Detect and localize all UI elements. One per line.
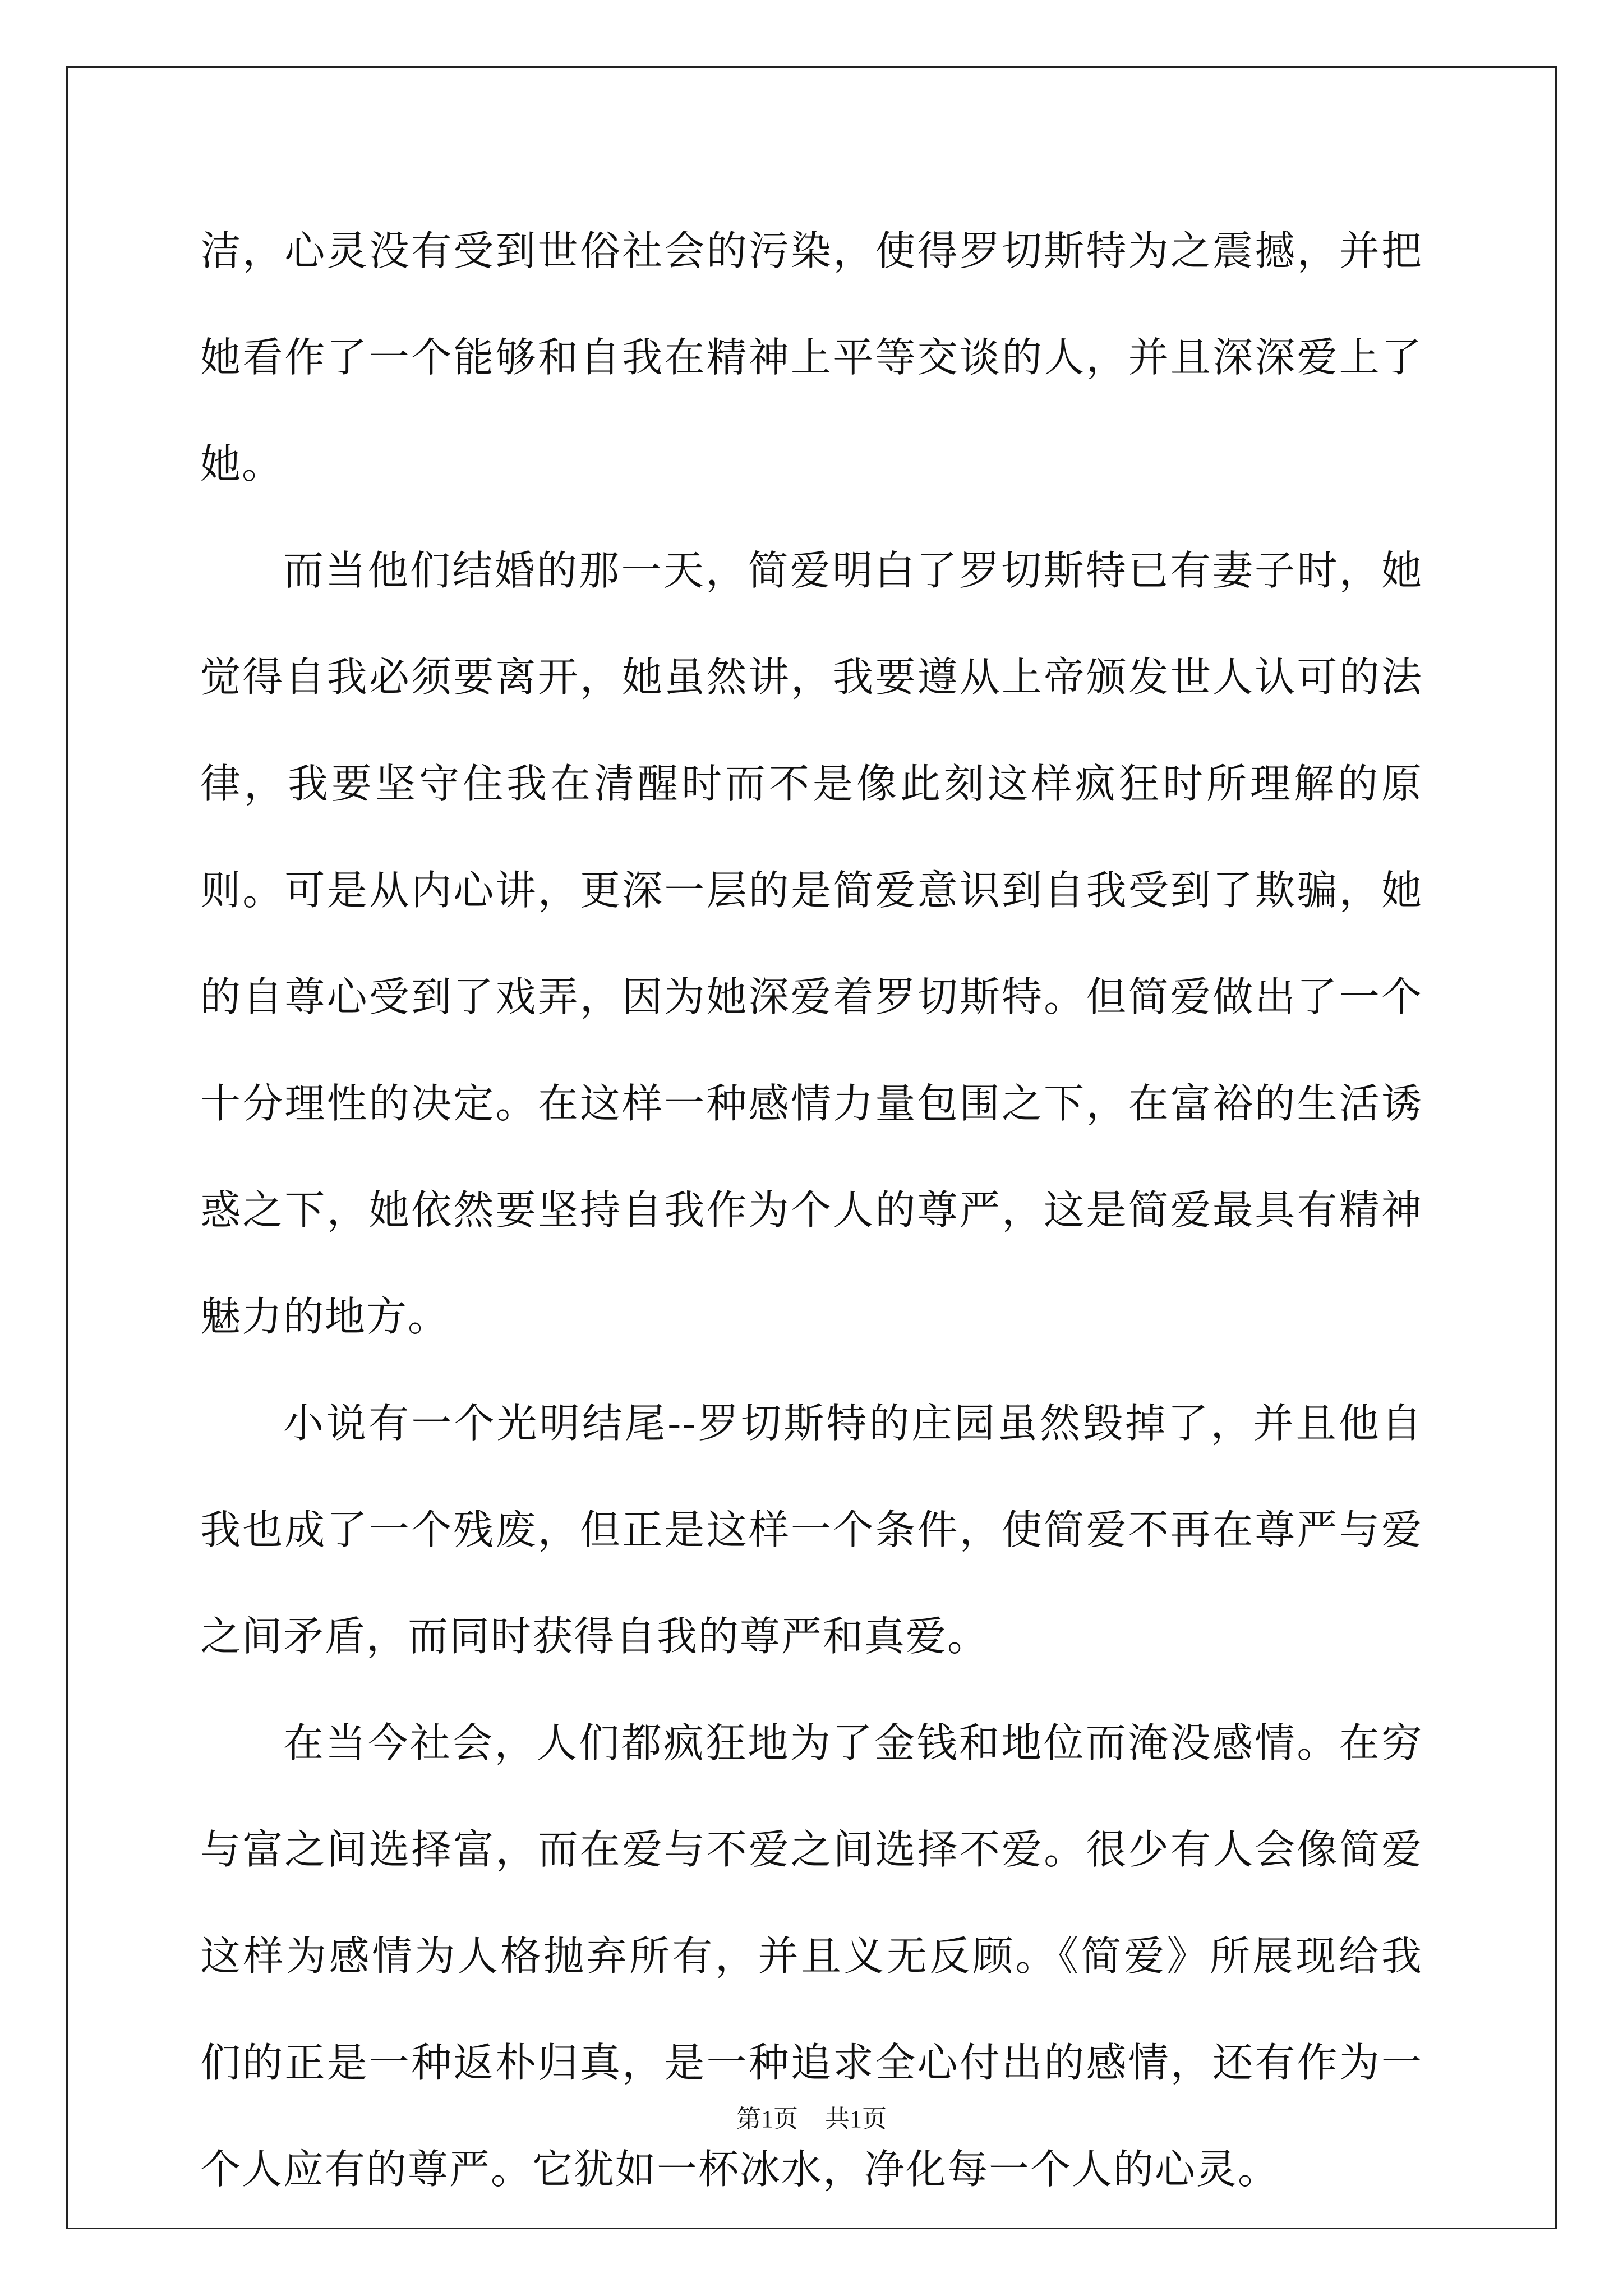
page-total: 共1页 [825, 2105, 887, 2133]
paragraph: 小说有一个光明结尾--罗切斯特的庄园虽然毁掉了，并且他自我也成了一个残废，但正是这样一个条件，使简爱不再在尊严与爱之间矛盾，而同时获得自我的尊严和真爱。 [200, 1400, 1423, 1660]
paragraph: 在当今社会，人们都疯狂地为了金钱和地位而淹没感情。在穷与富之间选择富，而在爱与不爱之间选择不爱。很少有人会像简爱这样为感情为人格抛弃所有，并且义无反顾。《简爱》所展现给我们的正是一种返朴归真，是一种追求全心付出的感情，还有作为一个人应有的尊严。它犹如一杯冰水，净化每一个人的心灵。 [200, 1719, 1423, 2193]
page-number: 第1页 [736, 2105, 798, 2133]
page-footer [0, 2102, 1623, 2136]
document-body [200, 197, 1423, 2223]
paragraph-continued: 洁，心灵没有受到世俗社会的污染，使得罗切斯特为之震撼，并把她看作了一个能够和自我在精神上平等交谈的人，并且深深爱上了她。 [200, 227, 1423, 487]
paragraph: 而当他们结婚的那一天，简爱明白了罗切斯特已有妻子时，她觉得自我必须要离开，她虽然讲，我要遵从上帝颁发世人认可的法律，我要坚守住我在清醒时而不是像此刻这样疯狂时所理解的原则。可是从内心讲，更深一层的是简爱意识到自我受到了欺骗，她的自尊心受到了戏弄，因为她深爱着罗切斯特。但简爱做出了一个十分理性的决定。在这样一种感情力量包围之下，在富裕的生活诱惑之下，她依然要坚持自我作为个人的尊严，这是简爱最具有精神魅力的地方。 [200, 547, 1423, 1340]
